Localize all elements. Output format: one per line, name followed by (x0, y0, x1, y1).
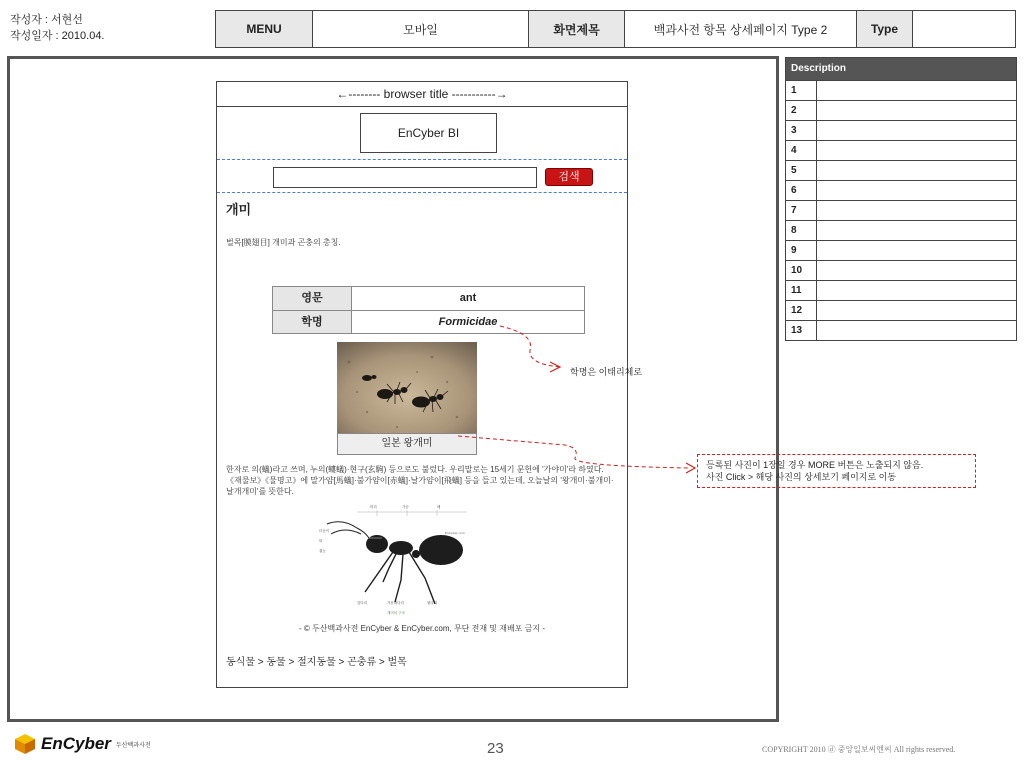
description-row-number: 6 (786, 181, 817, 200)
description-row-text (817, 121, 1016, 140)
description-row-text (817, 201, 1016, 220)
description-row-text (817, 141, 1016, 160)
description-row (786, 240, 1016, 260)
type-value (913, 11, 1015, 47)
description-row-number: 11 (786, 281, 817, 300)
annotation-photo-note (697, 454, 976, 488)
diagram-label-abdomen: 배 (437, 505, 441, 509)
description-row-text (817, 181, 1016, 200)
logo-cube-icon (14, 733, 36, 755)
info-key-scientific: 학명 (273, 311, 352, 333)
description-row (786, 160, 1016, 180)
description-row-number: 8 (786, 221, 817, 240)
info-row-english (273, 287, 584, 310)
description-row-text (817, 261, 1016, 280)
diagram-label-foreleg: 앞다리 (357, 601, 368, 605)
annotation-italic-note: 학명은 이태리체로 (570, 367, 643, 377)
date-text: 작성일자 : 2010.04. (10, 30, 105, 42)
description-row (786, 300, 1016, 320)
search-input[interactable] (273, 167, 537, 188)
description-row-text (817, 161, 1016, 180)
content-copyright: - © 두산백과사전 EnCyber & EnCyber.com, 무단 전재 및 재배포 금지 - (298, 624, 546, 633)
description-row-number: 4 (786, 141, 817, 160)
description-row-number: 2 (786, 101, 817, 120)
description-row-number: 5 (786, 161, 817, 180)
diagram-label-jaw: 턱 (319, 539, 323, 543)
info-value-scientific: Formicidae (438, 316, 498, 328)
info-row-scientific (273, 310, 584, 333)
description-row-text (817, 101, 1016, 120)
description-row (786, 280, 1016, 300)
info-value-english: ant (459, 292, 477, 304)
description-row (786, 100, 1016, 120)
description-row-text (817, 301, 1016, 320)
author-text: 작성자 : 서현선 (10, 14, 83, 26)
diagram-label-eye: 겹눈 (319, 549, 326, 553)
page-number: 23 (487, 740, 504, 757)
description-row-text (817, 221, 1016, 240)
description-title: Description (786, 58, 1016, 80)
mobile-screen (216, 81, 628, 688)
browser-title-bar: ←-------- browser title -----------→ (217, 82, 627, 107)
type-label: Type (857, 11, 913, 47)
ant-anatomy-diagram[interactable] (317, 502, 477, 617)
screen-title-label: 화면제목 (529, 11, 625, 47)
entry-definition: 벌목[膜翅目] 개미과 곤충의 총칭. (226, 238, 341, 247)
annotation-photo-note-line1: 등록된 사진이 1장일 경우 MORE 버튼은 노출되지 않음. (706, 460, 924, 470)
description-panel (785, 57, 1017, 341)
description-row-number: 7 (786, 201, 817, 220)
annotation-photo-note-line2: 사진 Click > 해당 사진의 상세보기 페이지로 이동 (706, 472, 897, 482)
description-row (786, 120, 1016, 140)
description-row-number: 10 (786, 261, 817, 280)
description-row (786, 80, 1016, 100)
entry-info-table (272, 286, 585, 334)
encyber-logo (14, 733, 151, 755)
description-row-number: 12 (786, 301, 817, 320)
diagram-label-hindleg: 뒷다리 (427, 601, 438, 605)
menu-value: 모바일 (313, 11, 529, 47)
diagram-caption: 개미의 구조 (387, 611, 406, 615)
entry-title: 개미 (226, 202, 252, 217)
description-row-text (817, 281, 1016, 300)
category-breadcrumb[interactable]: 동식물 > 동물 > 절지동물 > 곤충류 > 벌목 (226, 657, 407, 668)
entry-body-text: 한자로 의(蟻)라고 쓰며, 누의(螻蟻)·현구(玄駒) 등으로도 불렀다. 우리말로는 15세기 문헌에 '가야미'라 하였다. 《재물보》《물명고》에 말가얌[馬蟻]·불가얌이[赤蟻]·날가얌이[飛蟻] 등을 들고 있는데, 오늘날의 '왕개미·불개미·날개개미'를 뜻한다. (226, 465, 614, 496)
divider-bottom (217, 192, 627, 193)
description-row-text (817, 241, 1016, 260)
description-row-text (817, 81, 1016, 100)
diagram-label-antenna: 더듬이 (319, 529, 330, 533)
diagram-label-midleg: 가운데다리 (387, 601, 404, 605)
description-row-number: 1 (786, 81, 817, 100)
description-row (786, 220, 1016, 240)
description-row (786, 260, 1016, 280)
menu-label: MENU (216, 11, 313, 47)
search-button[interactable]: 검색 (545, 168, 593, 186)
description-row (786, 200, 1016, 220)
description-row-number: 13 (786, 321, 817, 340)
description-row-text (817, 321, 1016, 340)
description-row (786, 140, 1016, 160)
description-row (786, 180, 1016, 200)
screen-title-value: 백과사전 항목 상세페이지 Type 2 (625, 11, 857, 47)
logo-text: EnCyber (41, 734, 111, 753)
document-meta (10, 12, 105, 44)
diagram-label-head: 머리 (370, 505, 377, 509)
description-row (786, 320, 1016, 340)
info-key-english: 영문 (273, 287, 352, 310)
description-row-number: 9 (786, 241, 817, 260)
brand-identity-logo[interactable]: EnCyber BI (360, 113, 497, 153)
divider-top (217, 159, 627, 160)
entry-photo[interactable] (337, 342, 477, 433)
logo-subtext: 두산백과사전 (115, 742, 151, 749)
spec-header-table (215, 10, 1016, 48)
description-row-number: 3 (786, 121, 817, 140)
photo-caption[interactable]: 일본 왕개미 (337, 433, 477, 455)
diagram-label-thorax: 가슴 (402, 505, 409, 509)
diagram-watermark: EnCyber.com (445, 531, 465, 535)
footer-copyright: COPYRIGHT 2010 ⓓ 중앙일보씨엔씨 All rights reserved. (762, 745, 956, 754)
